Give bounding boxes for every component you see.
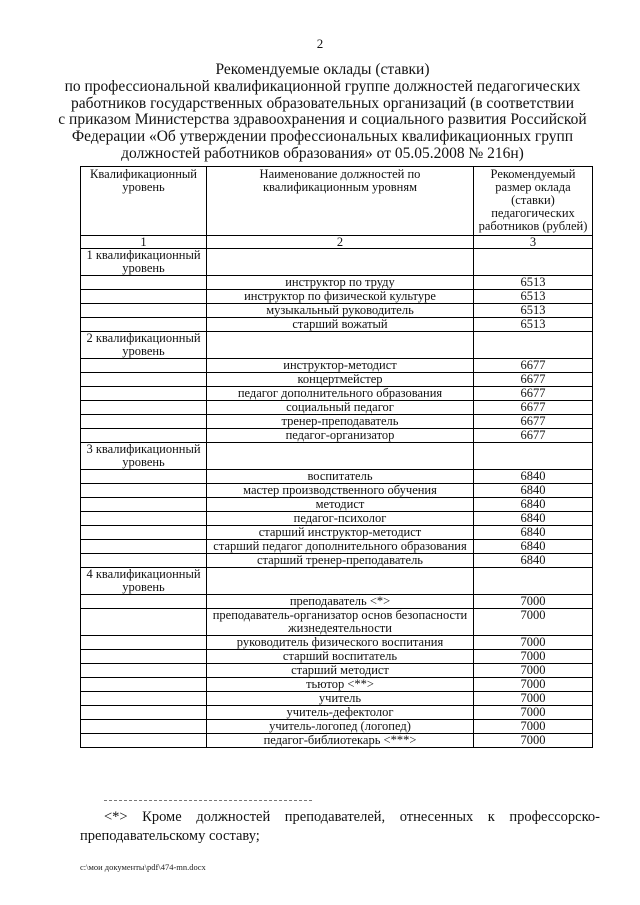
empty-cell — [81, 498, 207, 512]
empty-cell — [81, 276, 207, 290]
title-line: работников государственных образовательных организаций (в соответствии — [70, 94, 575, 112]
salary-value: 6840 — [474, 512, 593, 526]
salary-value: 6677 — [474, 429, 593, 443]
table-row — [81, 304, 593, 318]
salary-value: 6677 — [474, 387, 593, 401]
qualification-level: 4 квалификационный уровень — [81, 568, 207, 595]
salary-value: 6677 — [474, 359, 593, 373]
table-row — [81, 359, 593, 373]
position-name: учитель-дефектолог — [207, 706, 474, 720]
table-row — [81, 290, 593, 304]
position-name: педагог дополнительного образования — [207, 387, 474, 401]
empty-cell — [81, 401, 207, 415]
position-name: концертмейстер — [207, 373, 474, 387]
table-body — [81, 249, 593, 748]
empty-cell — [81, 692, 207, 706]
empty-cell — [81, 304, 207, 318]
empty-cell — [474, 443, 593, 470]
table-row — [81, 540, 593, 554]
empty-cell — [474, 568, 593, 595]
salary-value: 6677 — [474, 373, 593, 387]
position-name: преподаватель <*> — [207, 595, 474, 609]
empty-cell — [81, 609, 207, 636]
position-name: старший воспитатель — [207, 650, 474, 664]
qualification-level-row — [81, 249, 593, 276]
salary-value: 6513 — [474, 276, 593, 290]
table-row — [81, 554, 593, 568]
table-row — [81, 678, 593, 692]
table-row — [81, 429, 593, 443]
position-name: преподаватель-организатор основ безопасности жизнедеятельности — [207, 609, 474, 636]
footnote — [80, 808, 600, 846]
footnote-separator — [104, 800, 312, 801]
position-name: старший методист — [207, 664, 474, 678]
header-recommended-salary: Рекомендуемый размер оклада (ставки) педагогических работников (рублей) — [474, 167, 593, 236]
salary-value: 7000 — [474, 706, 593, 720]
title-line: с приказом Министерства здравоохранения и социального развития Российской — [58, 111, 587, 129]
position-name: учитель — [207, 692, 474, 706]
empty-cell — [81, 359, 207, 373]
salary-value: 7000 — [474, 609, 593, 636]
table-row — [81, 276, 593, 290]
salary-value: 7000 — [474, 734, 593, 748]
table-row — [81, 664, 593, 678]
salary-value: 7000 — [474, 720, 593, 734]
table-row — [81, 595, 593, 609]
qualification-level-row — [81, 332, 593, 359]
empty-cell — [81, 554, 207, 568]
salary-value: 6840 — [474, 470, 593, 484]
table-row — [81, 498, 593, 512]
position-name: социальный педагог — [207, 401, 474, 415]
position-name: мастер производственного обучения — [207, 484, 474, 498]
empty-cell — [81, 318, 207, 332]
table-row — [81, 526, 593, 540]
salary-value: 7000 — [474, 636, 593, 650]
table-row — [81, 401, 593, 415]
column-number: 3 — [474, 236, 593, 249]
table-row — [81, 373, 593, 387]
position-name: старший тренер-преподаватель — [207, 554, 474, 568]
title-line: Федерации «Об утверждении профессиональных квалификационных групп — [71, 128, 574, 146]
salary-value: 6840 — [474, 498, 593, 512]
position-name: старший инструктор-методист — [207, 526, 474, 540]
empty-cell — [81, 720, 207, 734]
position-name: педагог-психолог — [207, 512, 474, 526]
qualification-level-row — [81, 443, 593, 470]
empty-cell — [81, 678, 207, 692]
empty-cell — [81, 526, 207, 540]
empty-cell — [81, 650, 207, 664]
salary-value: 6840 — [474, 540, 593, 554]
table-row — [81, 415, 593, 429]
header-qualification-level: Квалификационный уровень — [81, 167, 207, 236]
title-line: Рекомендуемые оклады (ставки) — [215, 61, 430, 78]
table-header-row — [81, 167, 593, 236]
table-row — [81, 636, 593, 650]
qualification-level-row — [81, 568, 593, 595]
empty-cell — [474, 332, 593, 359]
salary-value: 6513 — [474, 304, 593, 318]
qualification-level: 1 квалификационный уровень — [81, 249, 207, 276]
empty-cell — [81, 484, 207, 498]
empty-cell — [81, 512, 207, 526]
position-name: инструктор по труду — [207, 276, 474, 290]
position-name: воспитатель — [207, 470, 474, 484]
salary-value: 6840 — [474, 484, 593, 498]
position-name: инструктор-методист — [207, 359, 474, 373]
table-row — [81, 609, 593, 636]
table-row — [81, 734, 593, 748]
salary-value: 7000 — [474, 678, 593, 692]
empty-cell — [81, 636, 207, 650]
qualification-level: 3 квалификационный уровень — [81, 443, 207, 470]
position-name: учитель-логопед (логопед) — [207, 720, 474, 734]
title-line: должностей работников образования» от 05.05.2008 № 216н) — [121, 144, 524, 162]
empty-cell — [207, 568, 474, 595]
footnote-text: <*> Кроме должностей преподавателей, отнесенных к профессорско-преподавательскому составу; — [80, 809, 600, 844]
table-row — [81, 318, 593, 332]
salary-value: 6840 — [474, 554, 593, 568]
column-number: 2 — [207, 236, 474, 249]
table-row — [81, 470, 593, 484]
salary-value: 7000 — [474, 595, 593, 609]
salary-value: 7000 — [474, 664, 593, 678]
salary-value: 6513 — [474, 290, 593, 304]
title-line: по профессиональной квалификационной группе должностей педагогических — [64, 77, 581, 95]
empty-cell — [81, 415, 207, 429]
position-name: тренер-преподаватель — [207, 415, 474, 429]
salary-value: 7000 — [474, 692, 593, 706]
position-name: старший вожатый — [207, 318, 474, 332]
position-name: инструктор по физической культуре — [207, 290, 474, 304]
empty-cell — [207, 332, 474, 359]
empty-cell — [81, 540, 207, 554]
empty-cell — [81, 373, 207, 387]
empty-cell — [207, 249, 474, 276]
position-name: руководитель физического воспитания — [207, 636, 474, 650]
salary-value: 6513 — [474, 318, 593, 332]
empty-cell — [81, 595, 207, 609]
salary-value: 6677 — [474, 401, 593, 415]
salary-value: 7000 — [474, 650, 593, 664]
salary-table — [80, 166, 593, 748]
file-path: c:\мои документы\pdf\474-mn.docx — [80, 862, 206, 872]
empty-cell — [474, 249, 593, 276]
qualification-level: 2 квалификационный уровень — [81, 332, 207, 359]
position-name: методист — [207, 498, 474, 512]
empty-cell — [81, 290, 207, 304]
salary-value: 6677 — [474, 415, 593, 429]
position-name: старший педагог дополнительного образования — [207, 540, 474, 554]
empty-cell — [81, 734, 207, 748]
empty-cell — [81, 470, 207, 484]
document-title — [40, 62, 605, 163]
table-row — [81, 692, 593, 706]
table-row — [81, 484, 593, 498]
table-row — [81, 650, 593, 664]
table-row — [81, 706, 593, 720]
empty-cell — [81, 387, 207, 401]
table-row — [81, 387, 593, 401]
header-position-name: Наименование должностей по квалификационным уровням — [207, 167, 474, 236]
page-number: 2 — [316, 36, 324, 51]
salary-value: 6840 — [474, 526, 593, 540]
position-name: педагог-организатор — [207, 429, 474, 443]
empty-cell — [81, 429, 207, 443]
column-number-row — [81, 236, 593, 249]
empty-cell — [207, 443, 474, 470]
empty-cell — [81, 664, 207, 678]
position-name: музыкальный руководитель — [207, 304, 474, 318]
position-name: тьютор <**> — [207, 678, 474, 692]
table-row — [81, 512, 593, 526]
empty-cell — [81, 706, 207, 720]
column-number: 1 — [81, 236, 207, 249]
table-row — [81, 720, 593, 734]
position-name: педагог-библиотекарь <***> — [207, 734, 474, 748]
